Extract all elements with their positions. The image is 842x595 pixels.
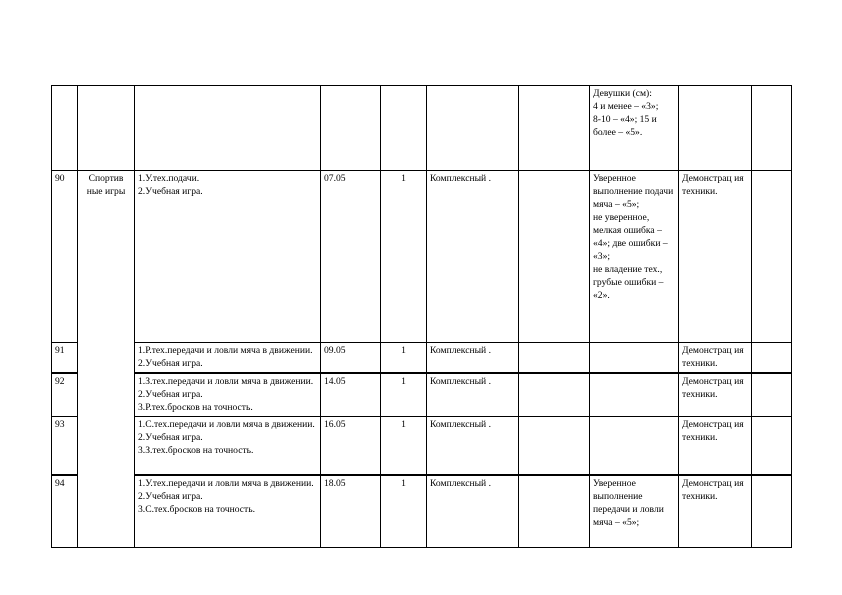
criteria-cell	[590, 171, 679, 343]
criteria-cell	[590, 373, 679, 417]
criteria-cell	[590, 86, 679, 171]
method-cell: Демонстрац ия техники.	[679, 373, 752, 417]
type-cell: Комплексный .	[427, 343, 519, 374]
blank-cell	[519, 417, 590, 476]
type-cell: Комплексный .	[427, 475, 519, 548]
date-cell	[321, 86, 381, 171]
table-row	[52, 373, 792, 417]
note-cell	[752, 417, 792, 476]
date-cell: 16.05	[321, 417, 381, 476]
section-name: Спортив ные игры	[86, 173, 126, 197]
lesson-plan-table	[51, 85, 792, 548]
content-text: 1.У.тех.подачи. 2.Учебная игра.	[138, 173, 203, 197]
method-cell: Демонстрац ия техники.	[679, 343, 752, 374]
table-row	[52, 343, 792, 374]
content-cell	[135, 417, 321, 476]
note-cell	[752, 373, 792, 417]
note-cell	[752, 475, 792, 548]
num-cell: 94	[52, 475, 78, 548]
num-cell: 90	[52, 171, 78, 343]
type-cell: Комплексный .	[427, 373, 519, 417]
content-cell	[135, 86, 321, 171]
table-row	[52, 86, 792, 171]
hours-cell: 1	[381, 417, 427, 476]
method-cell: Демонстрац ия техники.	[679, 475, 752, 548]
table-row	[52, 475, 792, 548]
hours-cell: 1	[381, 475, 427, 548]
section-cell	[78, 86, 135, 171]
content-text: 1.Р.тех.передачи и ловли мяча в движении. 2.Учебная игра.	[138, 345, 313, 369]
num-cell: 93	[52, 417, 78, 476]
note-cell	[752, 343, 792, 374]
type-cell	[427, 86, 519, 171]
criteria-cell	[590, 417, 679, 476]
date-cell: 14.05	[321, 373, 381, 417]
table-row	[52, 171, 792, 343]
num-cell: 91	[52, 343, 78, 374]
date-cell: 18.05	[321, 475, 381, 548]
blank-cell	[519, 343, 590, 374]
content-text: 1.У.тех.передачи и ловли мяча в движении. 2.Учебная игра. 3.С.тех.бросков на точность.	[138, 478, 314, 515]
blank-cell	[519, 86, 590, 171]
blank-cell	[519, 475, 590, 548]
hours-cell: 1	[381, 343, 427, 374]
section-cell	[78, 171, 135, 548]
content-cell	[135, 171, 321, 343]
method-cell: Демонстрац ия техники.	[679, 417, 752, 476]
content-text: 1.С.тех.передачи и ловли мяча в движении. 2.Учебная игра. 3.З.тех.бросков на точность.	[138, 419, 315, 456]
blank-cell	[519, 171, 590, 343]
type-cell: Комплексный .	[427, 171, 519, 343]
method-cell: Демонстрац ия техники.	[679, 171, 752, 343]
method-cell	[679, 86, 752, 171]
criteria-text: Уверенное выполнение передачи и ловли мяча – «5»;	[593, 478, 664, 528]
note-cell	[752, 171, 792, 343]
criteria-cell	[590, 475, 679, 548]
num-cell	[52, 86, 78, 171]
table-row	[52, 417, 792, 476]
blank-cell	[519, 373, 590, 417]
note-cell	[752, 86, 792, 171]
content-cell	[135, 475, 321, 548]
num-cell: 92	[52, 373, 78, 417]
criteria-text: Девушки (см): 4 и менее – «3»; 8-10 – «4»; 15 и более – «5».	[593, 88, 659, 138]
content-cell	[135, 343, 321, 374]
hours-cell	[381, 86, 427, 171]
date-cell: 07.05	[321, 171, 381, 343]
hours-cell: 1	[381, 171, 427, 343]
date-cell: 09.05	[321, 343, 381, 374]
content-cell	[135, 373, 321, 417]
criteria-text: Уверенное выполнение подачи мяча – «5»; не уверенное, мелкая ошибка – «4»; две ошибки – «3»; не владение тех., грубые ошибки – «2».	[593, 173, 674, 301]
hours-cell: 1	[381, 373, 427, 417]
criteria-cell	[590, 343, 679, 374]
type-cell: Комплексный .	[427, 417, 519, 476]
content-text: 1.З.тех.передачи и ловли мяча в движении. 2.Учебная игра. 3.Р.тех.бросков на точность.	[138, 376, 314, 413]
